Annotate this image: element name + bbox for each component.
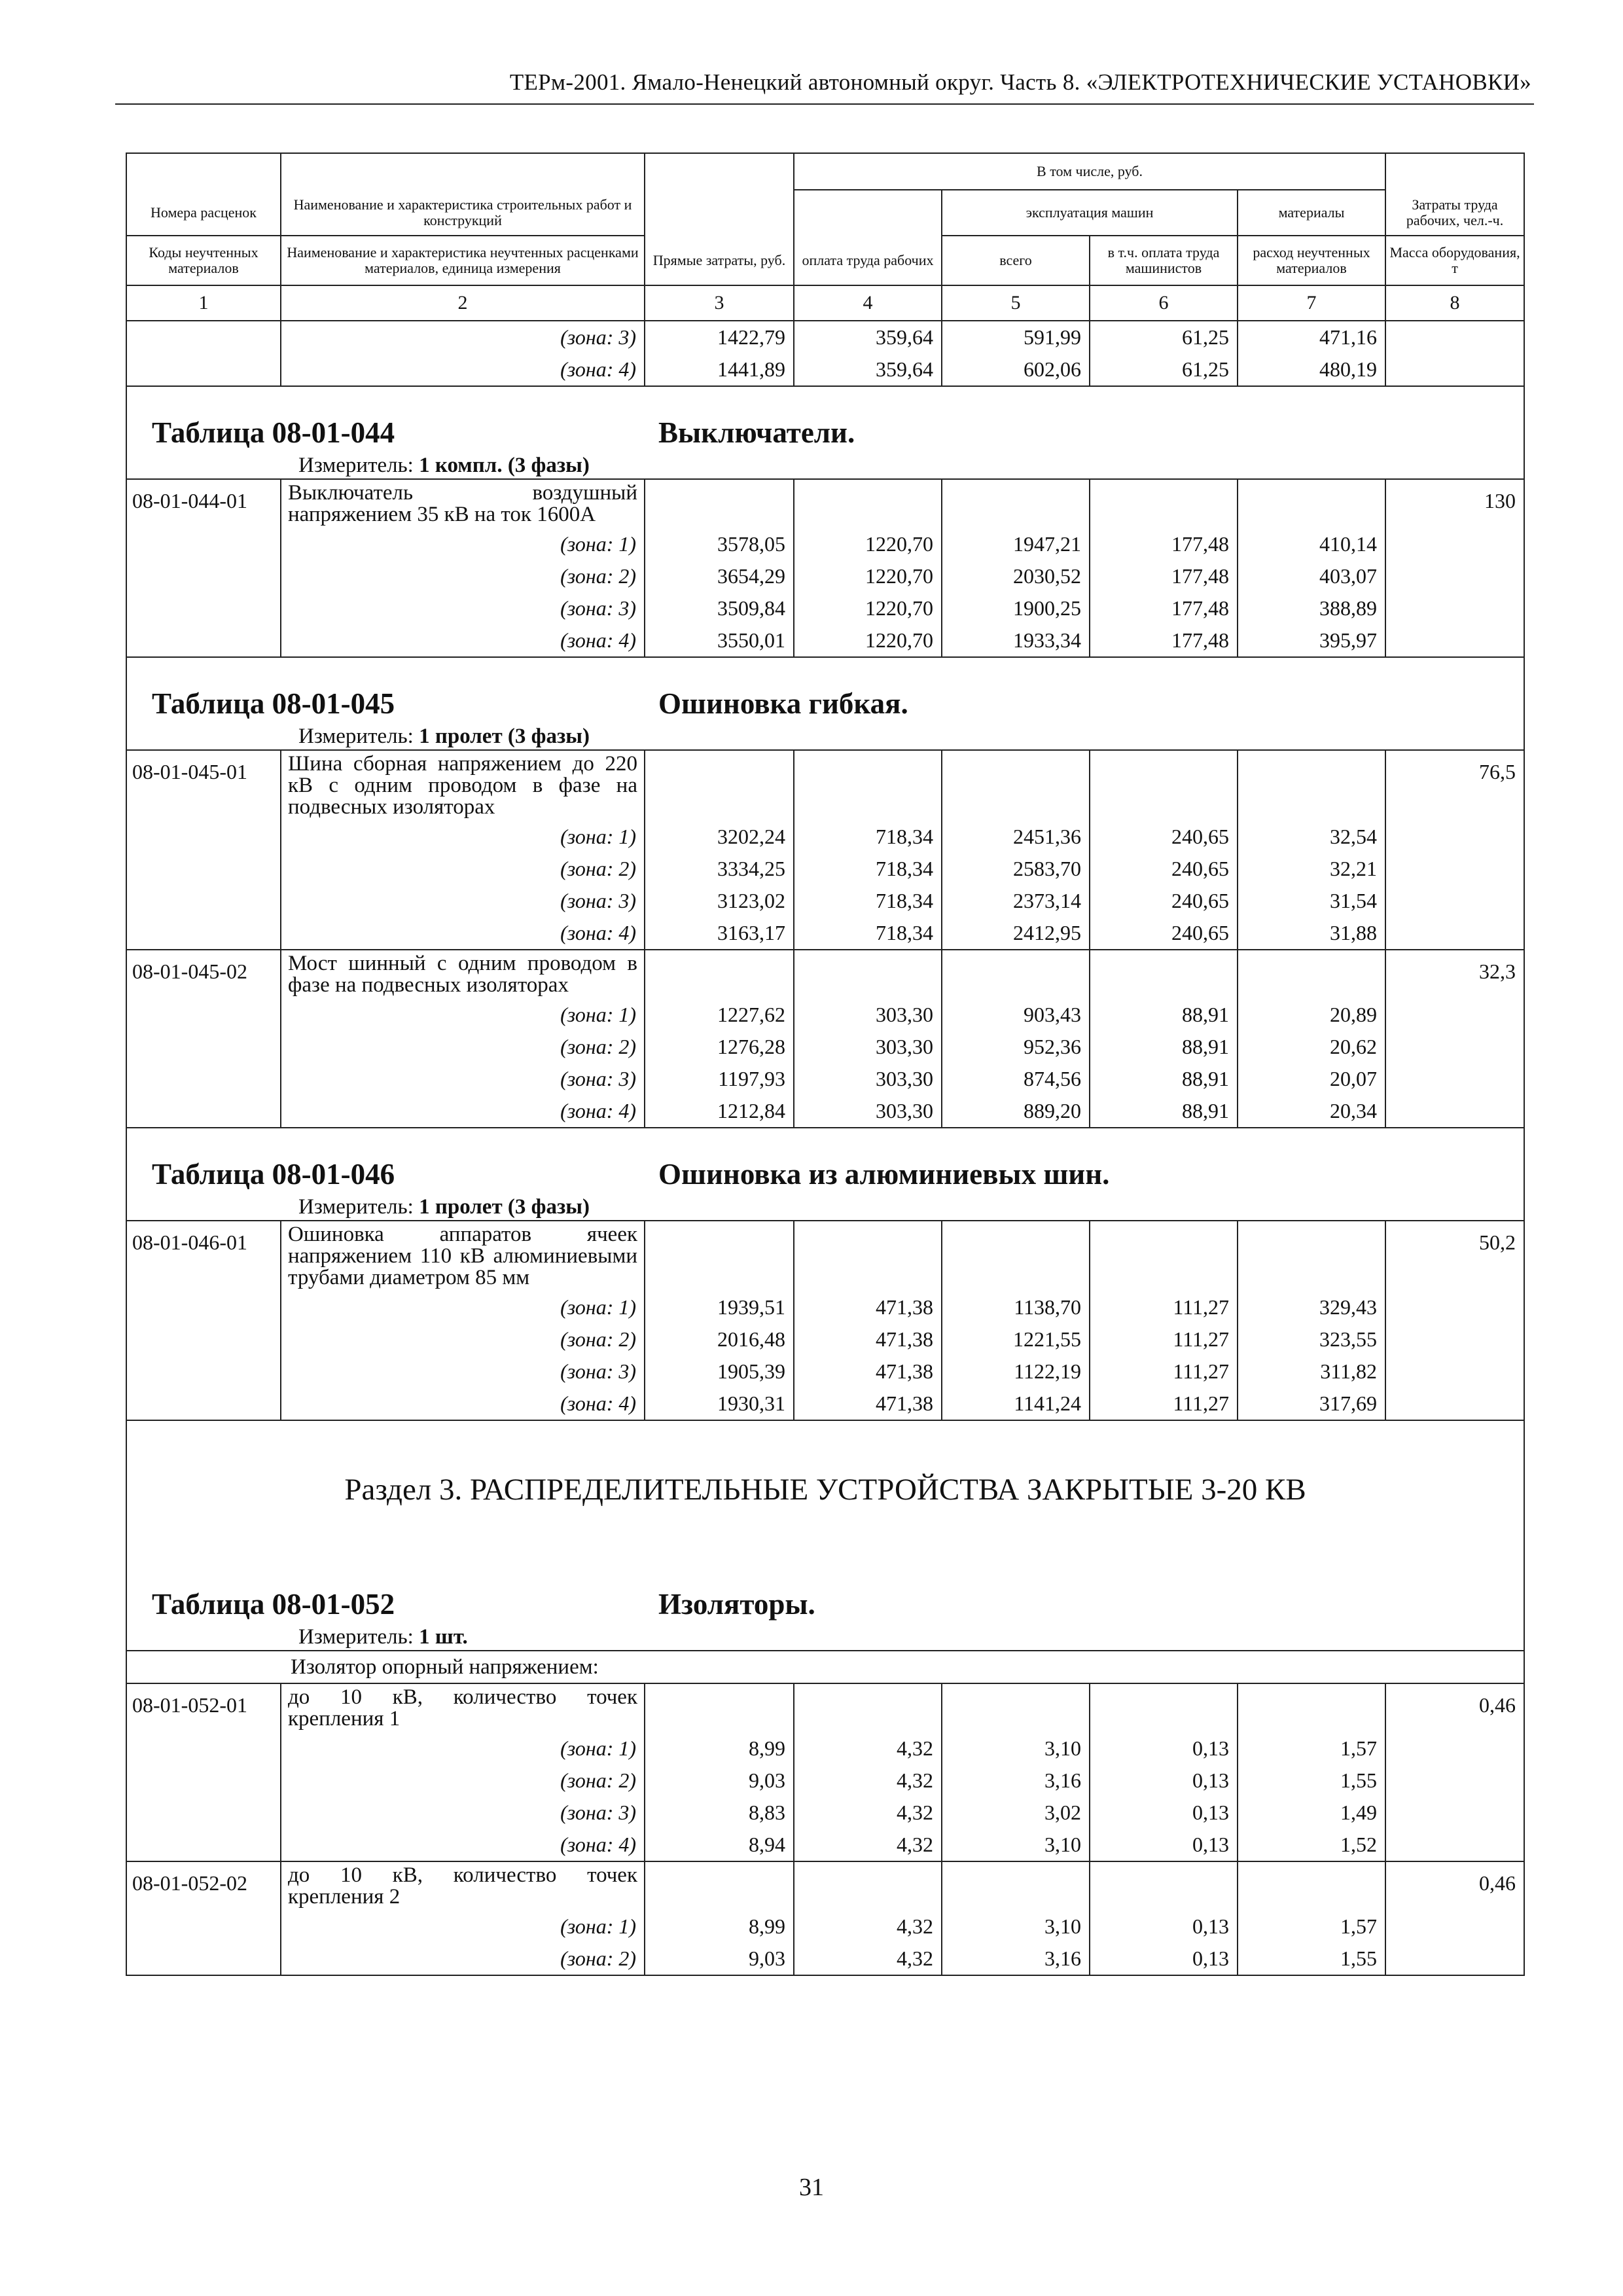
zone-row	[126, 1765, 1524, 1797]
zone-row	[126, 1095, 1524, 1128]
section-title: Раздел 3. РАСПРЕДЕЛИТЕЛЬНЫЕ УСТРОЙСТВА ЗАКРЫТЫЕ 3-20 КВ	[126, 1420, 1524, 1558]
value-cell: 240,65	[1090, 821, 1238, 853]
value-cell: 1905,39	[645, 1355, 794, 1388]
zone-label: (зона: 1)	[281, 1732, 645, 1765]
value-cell: 1,55	[1238, 1765, 1385, 1797]
zone-label: (зона: 4)	[281, 353, 645, 386]
zone-row	[126, 821, 1524, 853]
value-cell: 718,34	[794, 853, 942, 885]
mass-value: 0,46	[1385, 1683, 1524, 1732]
rate-description: Шина сборная напряжением до 220 кВ с одним проводом в фазе на подвесных изоляторах	[281, 750, 645, 821]
total-header: всего	[942, 236, 1090, 285]
measure-value: 1 компл. (3 фазы)	[419, 454, 590, 477]
value-cell: 359,64	[794, 321, 942, 353]
zone-label: (зона: 4)	[281, 917, 645, 950]
value-cell: 3509,84	[645, 592, 794, 624]
value-cell: 1276,28	[645, 1031, 794, 1063]
value-cell: 471,38	[794, 1388, 942, 1420]
col-index: 7	[1238, 285, 1385, 321]
value-cell: 177,48	[1090, 560, 1238, 592]
table-title: Изоляторы.	[658, 1588, 815, 1621]
value-cell: 111,27	[1090, 1291, 1238, 1323]
value-cell: 591,99	[942, 321, 1090, 353]
machinists-header: в т.ч. оплата труда машинистов	[1090, 236, 1238, 285]
section-row	[126, 1420, 1524, 1558]
value-cell: 1,57	[1238, 1732, 1385, 1765]
col-index: 4	[794, 285, 942, 321]
table-number: Таблица 08-01-045	[152, 687, 395, 720]
mass-value: 0,46	[1385, 1861, 1524, 1910]
table-title-row	[126, 657, 1524, 750]
machines-header: эксплуатация машин	[942, 190, 1238, 236]
table-title-row	[126, 1128, 1524, 1221]
rate-item-row	[126, 1221, 1524, 1291]
value-cell: 311,82	[1238, 1355, 1385, 1388]
value-cell: 1220,70	[794, 528, 942, 560]
value-cell: 1930,31	[645, 1388, 794, 1420]
subhead-row	[126, 1651, 1524, 1683]
zone-label: (зона: 3)	[281, 321, 645, 353]
value-cell: 88,91	[1090, 999, 1238, 1031]
rate-item-row	[126, 479, 1524, 528]
value-cell: 903,43	[942, 999, 1090, 1031]
consumption-header: расход неучтенных материалов	[1238, 236, 1385, 285]
zone-row	[126, 353, 1524, 386]
value-cell: 32,54	[1238, 821, 1385, 853]
rate-code: 08-01-052-02	[126, 1861, 281, 1910]
zone-row	[126, 1063, 1524, 1095]
rate-code: 08-01-052-01	[126, 1683, 281, 1732]
zone-label: (зона: 1)	[281, 528, 645, 560]
value-cell: 20,07	[1238, 1063, 1385, 1095]
table-title: Ошиновка гибкая.	[658, 687, 908, 720]
zone-label: (зона: 1)	[281, 999, 645, 1031]
zone-label: (зона: 4)	[281, 624, 645, 657]
value-cell: 4,32	[794, 1732, 942, 1765]
incl-header: В том числе, руб.	[794, 153, 1385, 190]
value-cell: 1,55	[1238, 1943, 1385, 1975]
zone-label: (зона: 2)	[281, 1765, 645, 1797]
value-cell: 88,91	[1090, 1095, 1238, 1128]
value-cell: 111,27	[1090, 1323, 1238, 1355]
value-cell: 471,16	[1238, 321, 1385, 353]
rate-item-row	[126, 950, 1524, 999]
mass-value: 130	[1385, 479, 1524, 528]
value-cell: 61,25	[1090, 353, 1238, 386]
zone-row	[126, 1291, 1524, 1323]
value-cell: 3,02	[942, 1797, 1090, 1829]
value-cell: 3,10	[942, 1829, 1090, 1861]
rate-code: 08-01-044-01	[126, 479, 281, 528]
value-cell: 0,13	[1090, 1797, 1238, 1829]
value-cell: 4,32	[794, 1797, 942, 1829]
value-cell: 395,97	[1238, 624, 1385, 657]
measure-unit	[298, 725, 590, 749]
col-index: 1	[126, 285, 281, 321]
rate-description: до 10 кВ, количество точек крепления 2	[281, 1861, 645, 1910]
value-cell: 8,99	[645, 1910, 794, 1943]
zone-label: (зона: 3)	[281, 1063, 645, 1095]
value-cell: 0,13	[1090, 1943, 1238, 1975]
zone-row	[126, 1829, 1524, 1861]
value-cell: 3,10	[942, 1732, 1090, 1765]
materials-header: материалы	[1238, 190, 1385, 236]
value-cell: 31,88	[1238, 917, 1385, 950]
col-codes-header: Номера расценок	[126, 190, 281, 236]
value-cell: 2030,52	[942, 560, 1090, 592]
value-cell: 410,14	[1238, 528, 1385, 560]
rate-code: 08-01-045-01	[126, 750, 281, 821]
value-cell: 1141,24	[942, 1388, 1090, 1420]
zone-row	[126, 917, 1524, 950]
header-rule	[115, 103, 1534, 105]
table-number: Таблица 08-01-052	[152, 1588, 395, 1621]
zone-label: (зона: 2)	[281, 1031, 645, 1063]
zone-row	[126, 528, 1524, 560]
value-cell: 1,52	[1238, 1829, 1385, 1861]
value-cell: 1422,79	[645, 321, 794, 353]
value-cell: 3550,01	[645, 624, 794, 657]
rate-description: Выключатель воздушный напряжением 35 кВ на ток 1600А	[281, 479, 645, 528]
value-cell: 1441,89	[645, 353, 794, 386]
zone-row	[126, 1388, 1524, 1420]
zone-row	[126, 853, 1524, 885]
col-index: 6	[1090, 285, 1238, 321]
value-cell: 240,65	[1090, 885, 1238, 917]
col-name2-header: Наименование и характеристика неучтенных расценками материалов, единица измерения	[281, 236, 645, 285]
zone-row	[126, 1797, 1524, 1829]
value-cell: 3654,29	[645, 560, 794, 592]
value-cell: 403,07	[1238, 560, 1385, 592]
value-cell: 1900,25	[942, 592, 1090, 624]
page-number: 31	[799, 2174, 824, 2201]
rate-description: до 10 кВ, количество точек крепления 1	[281, 1683, 645, 1732]
zone-row	[126, 1323, 1524, 1355]
rate-item-row	[126, 1683, 1524, 1732]
table-number: Таблица 08-01-044	[152, 416, 395, 449]
zone-row	[126, 321, 1524, 353]
zone-label: (зона: 3)	[281, 885, 645, 917]
value-cell: 718,34	[794, 821, 942, 853]
value-cell: 329,43	[1238, 1291, 1385, 1323]
mass-value: 76,5	[1385, 750, 1524, 821]
zone-row	[126, 624, 1524, 657]
value-cell: 1197,93	[645, 1063, 794, 1095]
value-cell: 3,16	[942, 1765, 1090, 1797]
value-cell: 4,32	[794, 1765, 942, 1797]
value-cell: 303,30	[794, 1095, 942, 1128]
value-cell: 88,91	[1090, 1031, 1238, 1063]
value-cell: 1220,70	[794, 624, 942, 657]
zone-label: (зона: 4)	[281, 1095, 645, 1128]
value-cell: 61,25	[1090, 321, 1238, 353]
zone-row	[126, 592, 1524, 624]
value-cell: 1221,55	[942, 1323, 1090, 1355]
labor-header: оплата труда рабочих	[794, 236, 942, 285]
value-cell: 0,13	[1090, 1829, 1238, 1861]
value-cell: 1220,70	[794, 592, 942, 624]
col-index: 2	[281, 285, 645, 321]
value-cell: 20,89	[1238, 999, 1385, 1031]
zone-label: (зона: 2)	[281, 853, 645, 885]
col-name-header: Наименование и характеристика строительных работ и конструкций	[281, 190, 645, 236]
value-cell: 471,38	[794, 1355, 942, 1388]
col-index: 3	[645, 285, 794, 321]
value-cell: 0,13	[1090, 1732, 1238, 1765]
value-cell: 9,03	[645, 1765, 794, 1797]
value-cell: 317,69	[1238, 1388, 1385, 1420]
value-cell: 471,38	[794, 1323, 942, 1355]
zone-label: (зона: 1)	[281, 821, 645, 853]
zone-label: (зона: 4)	[281, 1829, 645, 1861]
value-cell: 8,99	[645, 1732, 794, 1765]
zone-row	[126, 1355, 1524, 1388]
value-cell: 718,34	[794, 885, 942, 917]
value-cell: 2373,14	[942, 885, 1090, 917]
value-cell: 3123,02	[645, 885, 794, 917]
value-cell: 240,65	[1090, 853, 1238, 885]
measure-unit	[298, 1195, 590, 1219]
rate-code: 08-01-045-02	[126, 950, 281, 999]
value-cell: 88,91	[1090, 1063, 1238, 1095]
value-cell: 1220,70	[794, 560, 942, 592]
mass-value: 32,3	[1385, 950, 1524, 999]
value-cell: 3578,05	[645, 528, 794, 560]
rate-code: 08-01-046-01	[126, 1221, 281, 1291]
labor-costs-header: Затраты труда рабочих, чел.-ч.	[1385, 190, 1524, 236]
direct-costs-header: Прямые затраты, руб.	[645, 236, 794, 285]
value-cell: 388,89	[1238, 592, 1385, 624]
value-cell: 8,83	[645, 1797, 794, 1829]
value-cell: 1,49	[1238, 1797, 1385, 1829]
zone-label: (зона: 3)	[281, 592, 645, 624]
value-cell: 2583,70	[942, 853, 1090, 885]
table-title: Ошиновка из алюминиевых шин.	[658, 1158, 1110, 1191]
table-number: Таблица 08-01-046	[152, 1158, 395, 1191]
measure-value: 1 пролет (3 фазы)	[419, 725, 590, 748]
measure-unit	[298, 454, 590, 478]
value-cell: 1212,84	[645, 1095, 794, 1128]
value-cell: 0,13	[1090, 1910, 1238, 1943]
measure-label: Измеритель:	[298, 725, 414, 748]
value-cell: 3,16	[942, 1943, 1090, 1975]
value-cell: 359,64	[794, 353, 942, 386]
table-body	[126, 321, 1524, 1975]
value-cell: 240,65	[1090, 917, 1238, 950]
running-header: ТЕРм-2001. Ямало-Ненецкий автономный округ. Часть 8. «ЭЛЕКТРОТЕХНИЧЕСКИЕ УСТАНОВКИ»	[509, 69, 1531, 95]
value-cell: 471,38	[794, 1291, 942, 1323]
zone-label: (зона: 4)	[281, 1388, 645, 1420]
value-cell: 1138,70	[942, 1291, 1090, 1323]
zone-label: (зона: 1)	[281, 1291, 645, 1323]
zone-row	[126, 1031, 1524, 1063]
value-cell: 31,54	[1238, 885, 1385, 917]
value-cell: 1933,34	[942, 624, 1090, 657]
value-cell: 480,19	[1238, 353, 1385, 386]
value-cell: 3163,17	[645, 917, 794, 950]
value-cell: 9,03	[645, 1943, 794, 1975]
value-cell: 4,32	[794, 1910, 942, 1943]
zone-row	[126, 560, 1524, 592]
value-cell: 4,32	[794, 1943, 942, 1975]
value-cell: 2412,95	[942, 917, 1090, 950]
rates-table	[126, 152, 1525, 1976]
measure-label: Измеритель:	[298, 1625, 414, 1649]
table-title-row	[126, 386, 1524, 479]
value-cell: 303,30	[794, 1063, 942, 1095]
value-cell: 1,57	[1238, 1910, 1385, 1943]
value-cell: 20,34	[1238, 1095, 1385, 1128]
value-cell: 303,30	[794, 999, 942, 1031]
mass-header: Масса оборудования, т	[1385, 236, 1524, 285]
value-cell: 3,10	[942, 1910, 1090, 1943]
value-cell: 1939,51	[645, 1291, 794, 1323]
table-title: Выключатели.	[658, 416, 855, 449]
zone-label: (зона: 3)	[281, 1355, 645, 1388]
zone-row	[126, 999, 1524, 1031]
value-cell: 952,36	[942, 1031, 1090, 1063]
measure-unit	[298, 1625, 468, 1649]
value-cell: 8,94	[645, 1829, 794, 1861]
value-cell: 2451,36	[942, 821, 1090, 853]
value-cell: 111,27	[1090, 1388, 1238, 1420]
value-cell: 1227,62	[645, 999, 794, 1031]
value-cell: 111,27	[1090, 1355, 1238, 1388]
value-cell: 32,21	[1238, 853, 1385, 885]
zone-row	[126, 1732, 1524, 1765]
value-cell: 602,06	[942, 353, 1090, 386]
value-cell: 177,48	[1090, 528, 1238, 560]
value-cell: 177,48	[1090, 624, 1238, 657]
table-title-row	[126, 1558, 1524, 1651]
rate-description: Ошиновка аппаратов ячеек напряжением 110 кВ алюминиевыми трубами диаметром 85 мм	[281, 1221, 645, 1291]
value-cell: 177,48	[1090, 592, 1238, 624]
zone-label: (зона: 3)	[281, 1797, 645, 1829]
value-cell: 0,13	[1090, 1765, 1238, 1797]
value-cell: 4,32	[794, 1829, 942, 1861]
value-cell: 3334,25	[645, 853, 794, 885]
zone-label: (зона: 2)	[281, 1943, 645, 1975]
subhead: Изолятор опорный напряжением:	[126, 1651, 1524, 1683]
value-cell: 718,34	[794, 917, 942, 950]
zone-row	[126, 885, 1524, 917]
zone-label: (зона: 1)	[281, 1910, 645, 1943]
zone-label: (зона: 2)	[281, 1323, 645, 1355]
zone-label: (зона: 2)	[281, 560, 645, 592]
measure-value: 1 пролет (3 фазы)	[419, 1195, 590, 1219]
col-index: 5	[942, 285, 1090, 321]
rate-item-row	[126, 1861, 1524, 1910]
col-codes2-header: Коды неучтенных материалов	[126, 236, 281, 285]
rate-item-row	[126, 750, 1524, 821]
table-head	[126, 153, 1524, 321]
rate-description: Мост шинный с одним проводом в фазе на подвесных изоляторах	[281, 950, 645, 999]
value-cell: 20,62	[1238, 1031, 1385, 1063]
zone-row	[126, 1910, 1524, 1943]
value-cell: 2016,48	[645, 1323, 794, 1355]
value-cell: 323,55	[1238, 1323, 1385, 1355]
col-index: 8	[1385, 285, 1524, 321]
zone-row	[126, 1943, 1524, 1975]
value-cell: 1122,19	[942, 1355, 1090, 1388]
measure-value: 1 шт.	[419, 1625, 468, 1649]
value-cell: 889,20	[942, 1095, 1090, 1128]
value-cell: 1947,21	[942, 528, 1090, 560]
value-cell: 3202,24	[645, 821, 794, 853]
value-cell: 874,56	[942, 1063, 1090, 1095]
measure-label: Измеритель:	[298, 454, 414, 477]
mass-value: 50,2	[1385, 1221, 1524, 1291]
measure-label: Измеритель:	[298, 1195, 414, 1219]
value-cell: 303,30	[794, 1031, 942, 1063]
